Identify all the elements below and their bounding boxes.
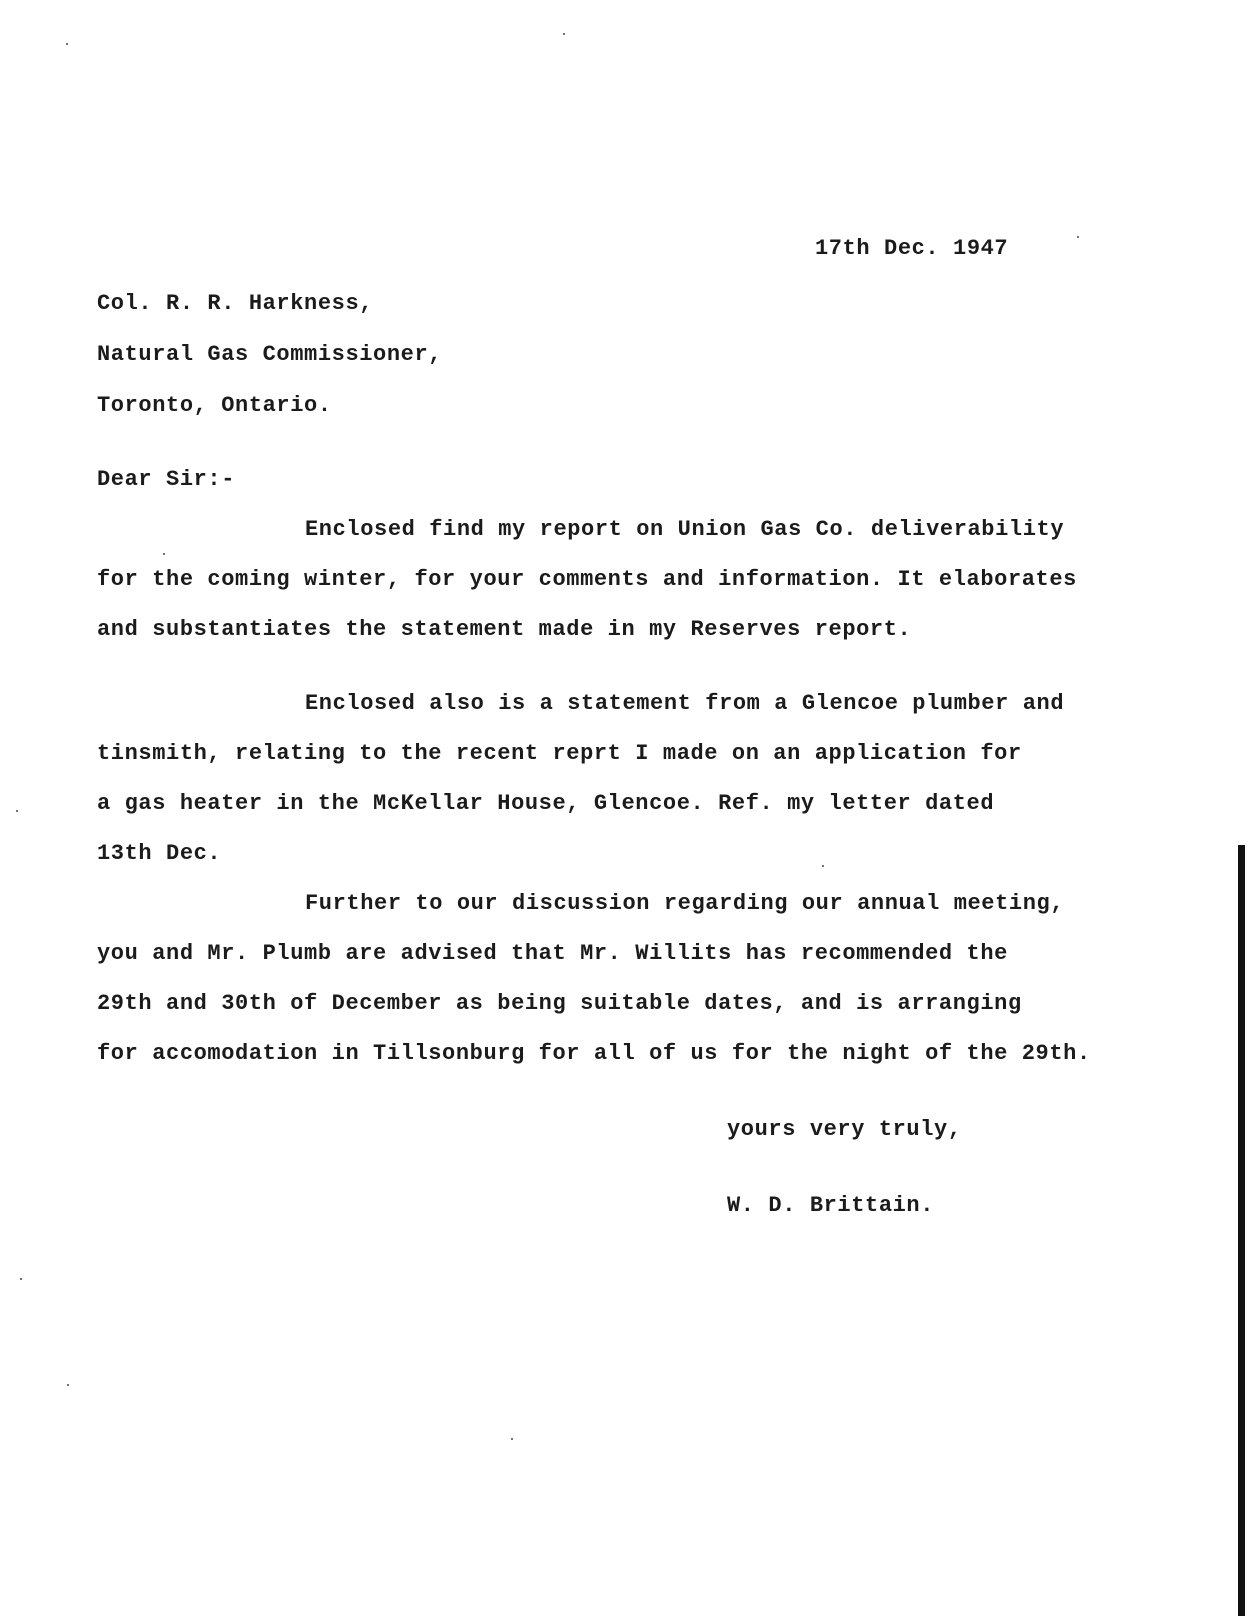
paragraph-2-line-1: Enclosed also is a statement from a Glencoe plumber and <box>305 691 1065 716</box>
paragraph-3-line-1: Further to our discussion regarding our annual meeting, <box>305 891 1065 916</box>
scan-speck <box>822 865 824 867</box>
paragraph-2-line-2: tinsmith, relating to the recent reprt I made on an application for <box>97 741 1022 766</box>
paragraph-2-line-3: a gas heater in the McKellar House, Glencoe. Ref. my letter dated <box>97 791 995 816</box>
recipient-location: Toronto, Ontario. <box>97 393 332 418</box>
scan-speck <box>563 33 565 35</box>
recipient-title: Natural Gas Commissioner, <box>97 342 443 367</box>
closing: yours very truly, <box>727 1117 962 1142</box>
letter-date: 17th Dec. 1947 <box>815 236 1009 261</box>
scan-speck <box>163 553 165 555</box>
scan-speck <box>511 1438 513 1440</box>
signature: W. D. Brittain. <box>727 1193 935 1218</box>
paragraph-3-line-3: 29th and 30th of December as being suitable dates, and is arranging <box>97 991 1022 1016</box>
scan-speck <box>67 1384 69 1386</box>
salutation: Dear Sir:- <box>97 467 236 492</box>
scan-speck <box>20 1278 22 1280</box>
paragraph-2-line-4: 13th Dec. <box>97 841 222 866</box>
scan-edge-shadow <box>1238 845 1245 1616</box>
paragraph-3-line-2: you and Mr. Plumb are advised that Mr. Willits has recommended the <box>97 941 1008 966</box>
scan-speck <box>66 43 68 45</box>
paragraph-1-line-2: for the coming winter, for your comments and information. It elaborates <box>97 567 1077 592</box>
paragraph-3-line-4: for accomodation in Tillsonburg for all of us for the night of the 29th. <box>97 1041 1091 1066</box>
scan-speck <box>16 810 18 812</box>
paragraph-1-line-3: and substantiates the statement made in my Reserves report. <box>97 617 912 642</box>
paragraph-1-line-1: Enclosed find my report on Union Gas Co. deliverability <box>305 517 1065 542</box>
scan-speck <box>1077 236 1079 238</box>
recipient-name: Col. R. R. Harkness, <box>97 291 374 316</box>
